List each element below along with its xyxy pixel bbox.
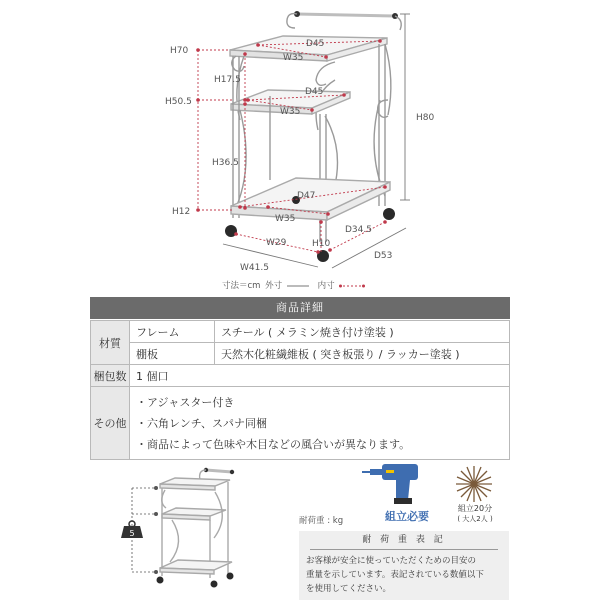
weight-notice-line: を使用してください。 [306,584,392,594]
label-h10: H10 [312,239,331,249]
inner-line-icon [339,283,365,289]
legend-unit: 寸法＝cm [222,281,261,291]
label-mid-w: W35 [280,107,301,117]
label-w41-5: W41.5 [240,263,269,273]
label-mid-d: D45 [305,87,324,97]
legend-inner: 内寸 [317,281,335,291]
other-label: その他 [91,387,130,460]
table-row [91,343,510,365]
weight-notice-text [306,554,504,596]
capacity-cart-icon [157,468,235,588]
legend-outer: 外寸 [265,281,283,291]
material-label: 材質 [91,321,130,365]
shelf-value: 天然木化粧繊維板 ( 突き板張り / ラッカー塗装 ) [215,343,510,365]
label-h17-5: H17.5 [214,75,241,85]
clock-icon [456,466,492,502]
frame-label: フレーム [130,321,215,343]
assembly-label: 組立必要 [385,510,429,523]
table-row [91,387,510,460]
label-bot-w: W35 [275,214,296,224]
weight-icon-label: 5 [129,529,135,538]
weight-notice-title: 耐 荷 重 表 記 [362,535,446,545]
weight-notice-divider [310,549,498,550]
label-h70: H70 [170,46,189,56]
capacity-dot [154,512,158,516]
label-w29: W29 [266,238,287,248]
spec-table [90,320,510,460]
label-d53: D53 [374,251,393,261]
other-value [130,387,510,460]
weight-notice-line: お客様が安全に使っていただくための目安の [306,556,477,566]
detail-header: 商品詳細 [90,297,510,319]
assembly-time-label [452,504,498,524]
other-item: ・アジャスター付き [136,395,235,409]
label-bot-d: D47 [297,191,316,201]
table-row [91,365,510,387]
assembly-people: ( 大人2人 ) [457,515,493,523]
capacity-label: 耐荷重 : kg [299,516,344,526]
other-item: ・六角レンチ、スパナ同梱 [136,416,267,430]
label-h36-5: H36.5 [212,158,239,168]
other-item: ・商品によって色味や木目などの風合いが異なります。 [136,437,411,451]
weight-icon [121,521,143,538]
label-h50-5: H50.5 [165,97,192,107]
assembly-time: 組立20分 [457,504,493,513]
capacity-dot [154,486,158,490]
drill-icon [362,464,418,504]
package-value: 1 個口 [130,365,510,387]
capacity-dot [154,570,158,574]
label-d34-5: D34.5 [345,225,372,235]
label-h12: H12 [172,207,191,217]
label-top-d: D45 [306,39,325,49]
frame-value: スチール ( メラミン焼き付け塗装 ) [215,321,510,343]
shelf-label: 棚板 [130,343,215,365]
label-h80: H80 [416,113,435,123]
package-label: 梱包数 [91,365,130,387]
label-top-w: W35 [283,53,304,63]
weight-notice-line: 重量を示しています。表記されている数値以下 [306,570,484,580]
table-row [91,321,510,343]
outer-line-icon [287,283,309,289]
dimension-legend [222,279,365,291]
dimension-diagram [0,0,600,296]
